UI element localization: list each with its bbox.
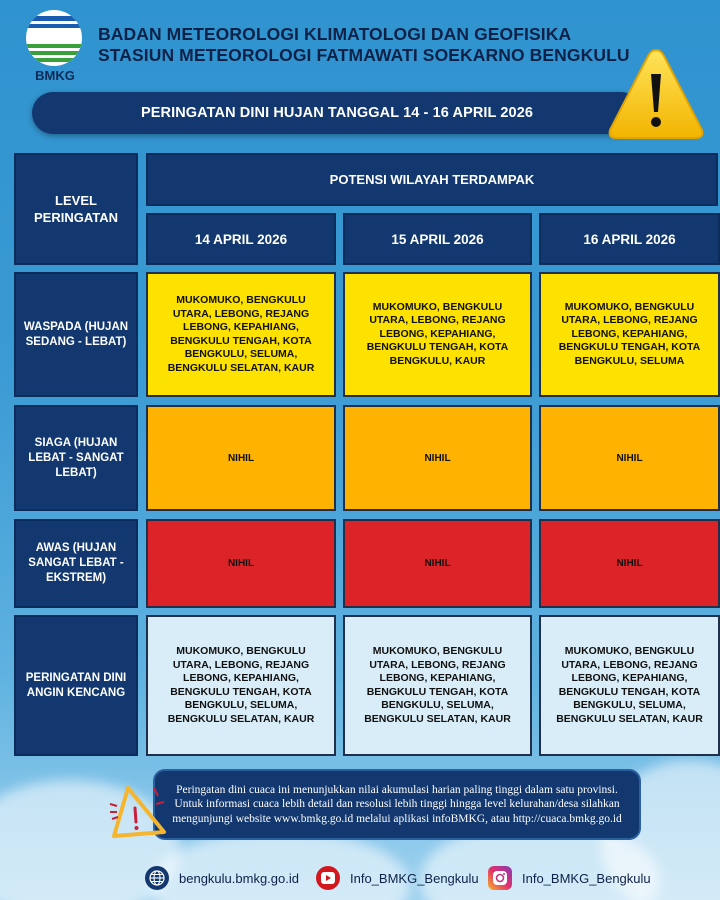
- logo-text: BMKG: [35, 68, 75, 83]
- level-header-label: LEVEL PERINGATAN: [33, 193, 119, 225]
- waspada-cell-day2: [343, 272, 532, 397]
- level-waspada: [14, 272, 138, 397]
- level-angin-kencang: [14, 615, 138, 756]
- date-header: [539, 213, 720, 265]
- globe-icon: [145, 866, 169, 890]
- level-siaga: [14, 405, 138, 511]
- agency-name: BADAN METEOROLOGI KLIMATOLOGI DAN GEOFISIKA: [98, 24, 572, 44]
- level-label: PERINGATAN DINI ANGIN KENCANG: [25, 671, 127, 699]
- disclaimer-note: [153, 769, 641, 840]
- affected-areas: NIHIL: [616, 452, 643, 464]
- station-name: STASIUN METEOROLOGI FATMAWATI SOEKARNO BENGKULU: [98, 45, 630, 65]
- youtube-label: Info_BMKG_Bengkulu: [350, 870, 479, 886]
- affected-areas: NIHIL: [227, 558, 255, 569]
- affected-areas: NIHIL: [424, 558, 451, 569]
- affected-areas: NIHIL: [424, 452, 451, 464]
- group-header-label: POTENSI WILAYAH TERDAMPAK: [329, 172, 535, 187]
- website-label: bengkulu.bmkg.go.id: [179, 870, 299, 886]
- affected-areas: NIHIL: [227, 452, 255, 464]
- siaga-cell-day3: [539, 405, 720, 511]
- youtube-icon: [316, 866, 340, 890]
- level-label: SIAGA (HUJAN LEBAT - SANGAT LEBAT): [28, 436, 124, 479]
- affected-areas: NIHIL: [616, 558, 643, 569]
- date-label: 15 APRIL 2026: [391, 231, 484, 247]
- waspada-cell-day1: [146, 272, 336, 397]
- instagram-label: Info_BMKG_Bengkulu: [522, 870, 651, 886]
- level-label: WASPADA (HUJAN SEDANG - LEBAT): [23, 320, 129, 348]
- date-label: 16 APRIL 2026: [583, 231, 676, 247]
- angin-cell-day3: [539, 615, 720, 756]
- level-label: AWAS (HUJAN SANGAT LEBAT - EKSTREM): [28, 542, 124, 584]
- angin-cell-day2: [343, 615, 532, 756]
- siaga-cell-day2: [343, 405, 532, 511]
- affected-areas: MUKOMUKO, BENGKULU UTARA, LEBONG, REJANG LEBONG, KEPAHIANG, BENGKULU TENGAH, KOTA BENGKULU, SELUMA: [558, 300, 701, 367]
- waspada-cell-day3: [539, 272, 720, 397]
- awas-cell-day1: [146, 519, 336, 608]
- angin-cell-day1: [146, 615, 336, 756]
- youtube-link[interactable]: [316, 866, 479, 890]
- affected-areas: MUKOMUKO, BENGKULU UTARA, LEBONG, REJANG LEBONG, KEPAHIANG, BENGKULU TENGAH, KOTA BENGKULU, SELUMA, BENGKULU SELATAN, KAUR: [556, 645, 703, 725]
- bmkg-logo: [26, 10, 84, 82]
- instagram-link[interactable]: [488, 866, 651, 890]
- bmkg-logo-icon: [26, 10, 82, 66]
- affected-areas: MUKOMUKO, BENGKULU UTARA, LEBONG, REJANG LEBONG, KEPAHIANG, BENGKULU TENGAH, KOTA BENGKULU, KAUR: [366, 300, 509, 367]
- date-label: 14 APRIL 2026: [194, 231, 288, 247]
- website-link[interactable]: [145, 866, 299, 890]
- affected-areas: MUKOMUKO, BENGKULU UTARA, LEBONG, REJANG LEBONG, KEPAHIANG, BENGKULU TENGAH, KOTA BENGKULU, SELUMA, BENGKULU SELATAN, KAUR: [364, 645, 511, 725]
- date-header: [146, 213, 336, 265]
- header-title: [98, 24, 630, 66]
- date-header: [343, 213, 532, 265]
- alert-outline-icon: [108, 782, 170, 840]
- warning-triangle-icon: [606, 46, 706, 142]
- instagram-icon: [488, 866, 512, 890]
- level-header: [14, 153, 138, 265]
- siaga-cell-day1: [146, 405, 336, 511]
- group-header: [146, 153, 718, 206]
- affected-areas: MUKOMUKO, BENGKULU UTARA, LEBONG, REJANG LEBONG, KEPAHIANG, BENGKULU TENGAH, KOTA BENGKULU, SELUMA, BENGKULU SELATAN, KAUR: [167, 645, 315, 725]
- level-awas: [14, 519, 138, 608]
- page-title-banner: [32, 92, 642, 134]
- awas-cell-day3: [539, 519, 720, 608]
- disclaimer-text: Peringatan dini cuaca ini menunjukkan nilai akumulasi harian paling tinggi dalam satu provinsi. Untuk informasi cuaca lebih detail dan resolusi lebih tinggi hingga level kelurahan/desa silahkan mengunjungi website www.bmkg.go.id melalui aplikasi infoBMKG, atau http://cuaca.bmkg.go.id: [172, 783, 622, 825]
- affected-areas: MUKOMUKO, BENGKULU UTARA, LEBONG, REJANG LEBONG, KEPAHIANG, BENGKULU TENGAH, KOTA BENGKULU, SELUMA, BENGKULU SELATAN, KAUR: [167, 294, 315, 374]
- page-title: PERINGATAN DINI HUJAN TANGGAL 14 - 16 APRIL 2026: [140, 105, 534, 121]
- awas-cell-day2: [343, 519, 532, 608]
